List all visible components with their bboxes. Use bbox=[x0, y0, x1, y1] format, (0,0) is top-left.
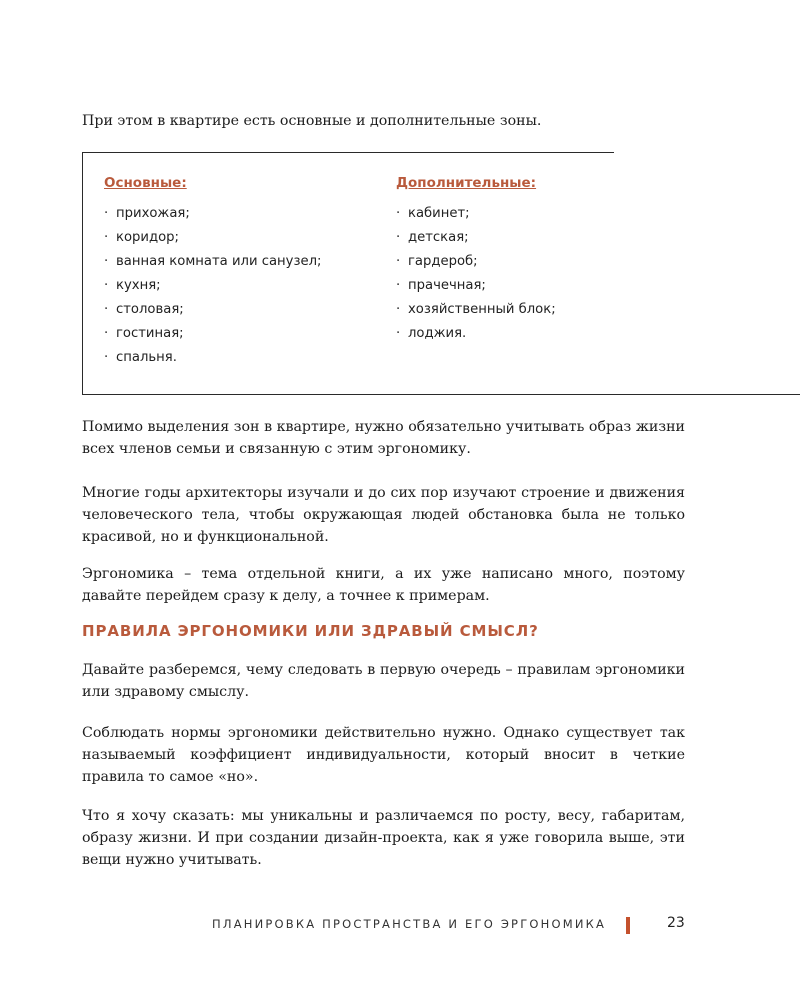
list-item: · кухня; bbox=[104, 274, 321, 298]
list-item: · кабинет; bbox=[396, 202, 556, 226]
extra-zones-title: Дополнительные: bbox=[396, 175, 537, 191]
paragraph: Эргономика – тема отдельной книги, а их уже написано много, поэтому давайте перейдем сразу к делу, а точнее к примерам. bbox=[82, 566, 685, 604]
section-heading: ПРАВИЛА ЭРГОНОМИКИ ИЛИ ЗДРАВЫЙ СМЫСЛ? bbox=[82, 622, 539, 640]
list-item: · ванная комната или санузел; bbox=[104, 250, 321, 274]
main-zones-list bbox=[104, 202, 321, 370]
list-item: · коридор; bbox=[104, 226, 321, 250]
extra-zones-list bbox=[396, 202, 556, 346]
list-item: · спальня. bbox=[104, 346, 321, 370]
bullet-icon: · bbox=[396, 230, 401, 245]
main-zones-title: Основные: bbox=[104, 175, 187, 191]
paragraph: Соблюдать нормы эргономики действительно нужно. Однако существует так называемый коэффициент индивидуальности, который вносит в четкие правила то самое «но». bbox=[82, 725, 685, 785]
bullet-icon: · bbox=[396, 206, 401, 221]
extra-zones-column bbox=[396, 174, 556, 346]
list-item: · прихожая; bbox=[104, 202, 321, 226]
list-item: · детская; bbox=[396, 226, 556, 250]
bullet-icon: · bbox=[104, 350, 109, 365]
bullet-icon: · bbox=[104, 326, 109, 341]
paragraph: Что я хочу сказать: мы уникальны и различаемся по росту, весу, габаритам, образу жизни. И при создании дизайн-проекта, как я уже говорила выше, эти вещи нужно учитывать. bbox=[82, 808, 685, 868]
page-number: 23 bbox=[667, 915, 685, 931]
bullet-icon: · bbox=[104, 254, 109, 269]
list-item: · столовая; bbox=[104, 298, 321, 322]
list-item: · гардероб; bbox=[396, 250, 556, 274]
paragraph: Помимо выделения зон в квартире, нужно обязательно учитывать образ жизни всех членов семьи и связанную с этим эргономику. bbox=[82, 419, 685, 457]
list-item: · лоджия. bbox=[396, 322, 556, 346]
bullet-icon: · bbox=[104, 278, 109, 293]
footer-divider-bar bbox=[626, 917, 630, 934]
bullet-icon: · bbox=[396, 278, 401, 293]
paragraph: Давайте разберемся, чему следовать в первую очередь – правилам эргономики или здравому смыслу. bbox=[82, 662, 685, 700]
bullet-icon: · bbox=[396, 302, 401, 317]
bullet-icon: · bbox=[104, 230, 109, 245]
list-item: · гостиная; bbox=[104, 322, 321, 346]
running-footer-title: ПЛАНИРОВКА ПРОСТРАНСТВА И ЕГО ЭРГОНОМИКА bbox=[212, 917, 607, 931]
bullet-icon: · bbox=[104, 206, 109, 221]
bullet-icon: · bbox=[104, 302, 109, 317]
list-item: · прачечная; bbox=[396, 274, 556, 298]
paragraph: Многие годы архитекторы изучали и до сих пор изучают строение и движения человеческого тела, чтобы окружающая людей обстановка была не только красивой, но и функциональной. bbox=[82, 485, 685, 545]
bullet-icon: · bbox=[396, 326, 401, 341]
list-item: · хозяйственный блок; bbox=[396, 298, 556, 322]
main-zones-column bbox=[104, 174, 321, 370]
bullet-icon: · bbox=[396, 254, 401, 269]
intro-text: При этом в квартире есть основные и дополнительные зоны. bbox=[82, 113, 542, 129]
